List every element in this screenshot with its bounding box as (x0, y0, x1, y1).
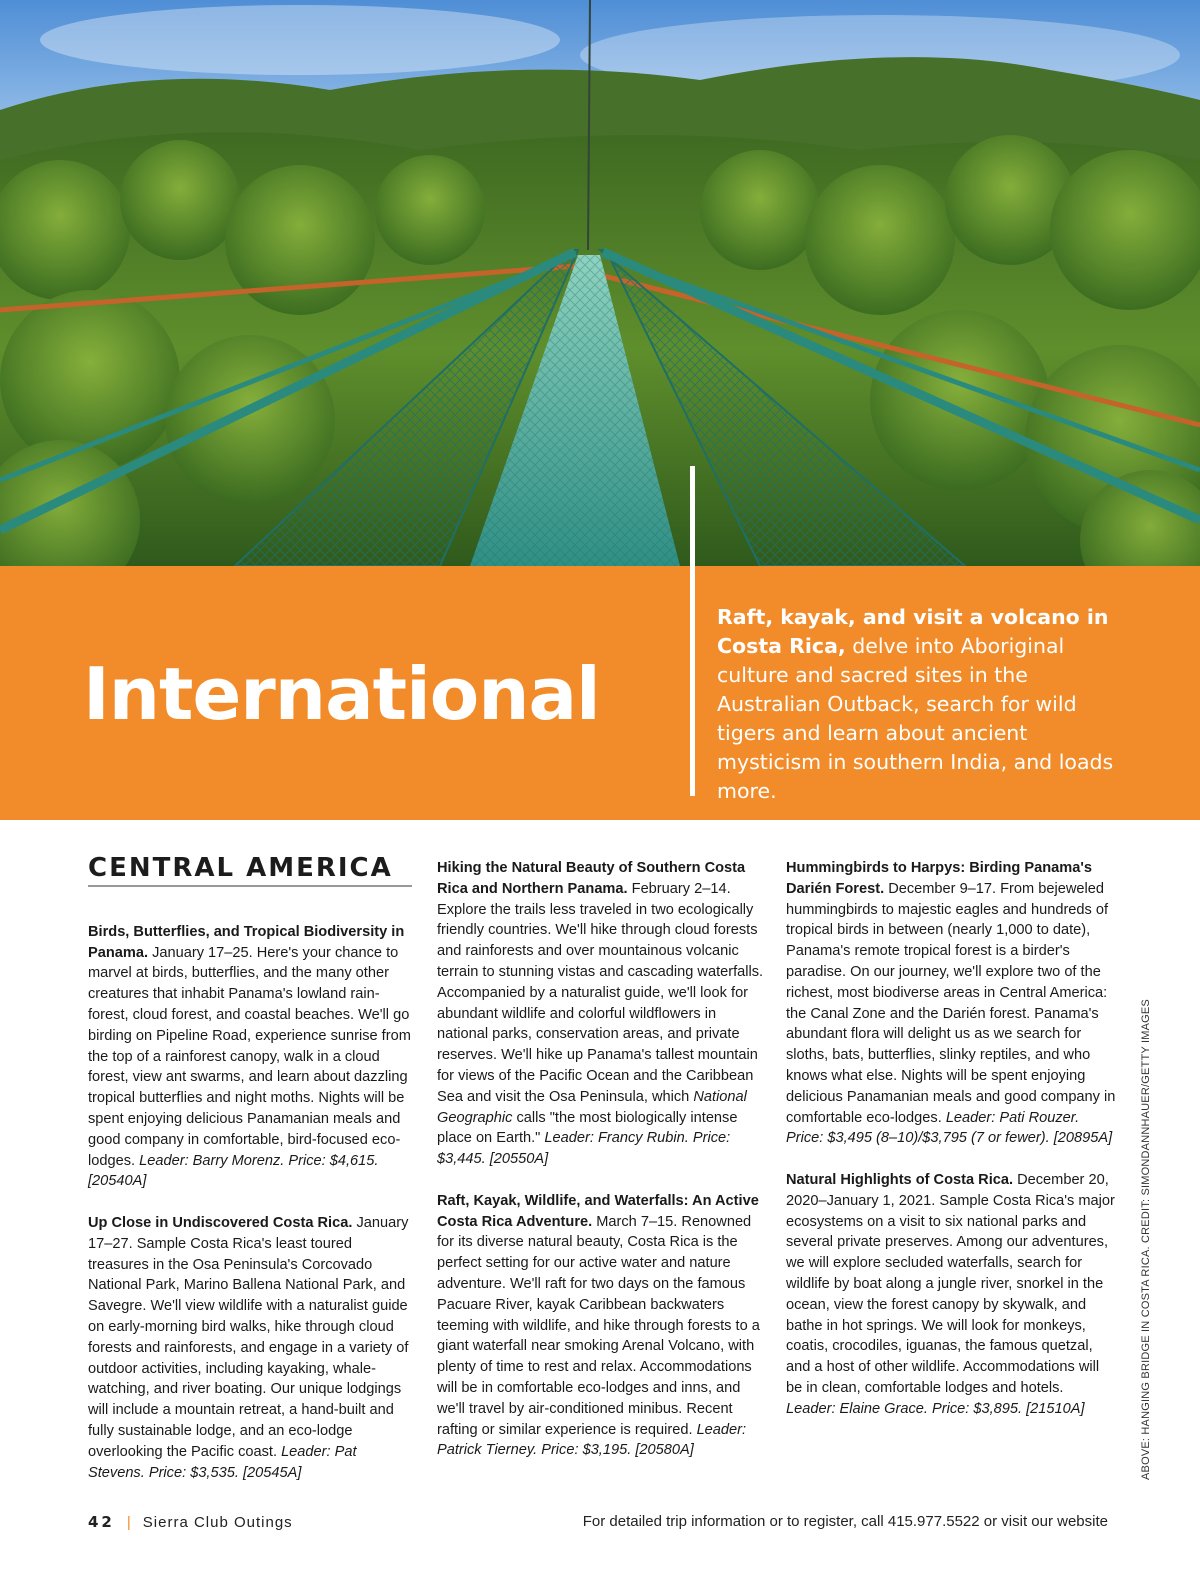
publication-name: National Geographic (437, 1088, 747, 1126)
banner-divider (690, 466, 695, 796)
trip-title: Hummingbirds to Harpys: Birding Panama's Darién Forest. (786, 860, 1092, 897)
trip-title: Up Close in Undiscovered Costa Rica. (88, 1214, 353, 1231)
trip-leader-price: Leader: Pat Stevens. Price: $3,535. [20545A] (88, 1443, 357, 1481)
trip-leader-price: Leader: Pati Rouzer. Price: $3,495 (8–10)/$3,795 (7 or fewer). [20895A] (786, 1109, 1113, 1147)
column-3 (786, 858, 1116, 1440)
banner-intro (717, 603, 1117, 806)
trip-description: February 2–14. Explore the trails less traveled in two ecologically friendly countries. We'll hike through cloud forests and rainforests and over mountainous volcanic terrain to stunning vistas and cascading waterfalls. Accompanied by a naturalist guide, we'll look for abundant wildlife and colorful wildflowers in national parks, conservation areas, and private reserves. We'll hike up Panama's tallest mountain for views of the Pacific Ocean and the Caribbean Sea and visit the Osa Peninsula, which (437, 880, 764, 1105)
banner-intro-lead: Raft, kayak, and visit a volcano in Costa Rica, (717, 605, 1109, 658)
trip-title: Birds, Butterflies, and Tropical Biodiversity in Panama. (88, 923, 405, 961)
trip-description: March 7–15. Renowned for its diverse natural beauty, Costa Rica is the perfect setting for our active water and nature adventure. We'll raft for two days on the famous Pacuare River, kayak Caribbean backwaters teeming with wildlife, and hike through forests to a giant waterfall near smoking Arenal Volcano, with plenty of time to rest and relax. Accommodations will be in comfortable eco-lodges and inns, and we'll travel by air-conditioned minibus. Recent rafting or similar experience is required. (437, 1213, 760, 1438)
section-title: International (83, 652, 600, 736)
trip-description: December 9–17. From bejeweled hummingbirds to majestic eagles and hundreds of tropical birds in between (nearly 1,000 to date), Panama's remote tropical forest is a birder's paradise. On our journey, we'll explore two of the richest, most biodiverse areas in Central America: the Canal Zone and the Darién forest. Panama's abundant flora will delight us as we search for sloths, bats, butterflies, slinky reptiles, and who knows what else. Nights will be spent enjoying delicious Panamanian meals and good company in comfortable eco-lodges. (786, 880, 1116, 1126)
trip-title: Natural Highlights of Costa Rica. (786, 1171, 1014, 1188)
hanging-bridge-illustration (0, 0, 1200, 566)
region-heading: CENTRAL AMERICA (88, 858, 412, 887)
trip-entry (437, 858, 765, 1170)
trip-leader-price: Leader: Patrick Tierney. Price: $3,195. [20580A] (437, 1421, 747, 1459)
page-number: 42 (88, 1513, 115, 1531)
trip-entry (88, 1213, 414, 1483)
publication-name: Sierra Club Outings (142, 1514, 293, 1531)
hero-photo (0, 0, 1200, 566)
banner-intro-text: delve into Aboriginal culture and sacred sites in the Australian Outback, search for wild tigers and learn about ancient mysticism in southern India, and loads more. (717, 634, 1114, 803)
section-banner (0, 566, 1200, 820)
trip-description-cont: calls "the most biologically intense place on Earth." (437, 1109, 738, 1147)
column-1 (88, 853, 414, 1504)
photo-credit: ABOVE: HANGING BRIDGE IN COSTA RICA. CREDIT: SIMONDANNHAUER/GETTY IMAGES (1140, 999, 1152, 1480)
trip-leader-price: Leader: Francy Rubin. Price: $3,445. [20550A] (437, 1130, 731, 1168)
column-2 (437, 858, 765, 1482)
trip-description: January 17–25. Here's your chance to marvel at birds, butterflies, and the many other creatures that inhabit Panama's lowland rain-forest, cloud forest, and coastal beaches. We'll go birding on Pipeline Road, experience sunrise from the top of a rainforest canopy, walk in a cloud forest, view ant swarms, and learn about dazzling tropical butterflies and night moths. Nights will be spent enjoying delicious Panamanian meals and good company in comfortable, bird-focused eco-lodges. (88, 944, 411, 1169)
trip-entry (88, 922, 414, 1192)
trip-title: Raft, Kayak, Wildlife, and Waterfalls: An Active Costa Rica Adventure. (437, 1192, 759, 1230)
trip-leader-price: Leader: Elaine Grace. Price: $3,895. [21510A] (786, 1400, 1085, 1417)
footer-contact: For detailed trip information or to register, call 415.977.5522 or visit our website (582, 1513, 1108, 1530)
trip-leader-price: Leader: Barry Morenz. Price: $4,615. [20540A] (88, 1152, 379, 1190)
trip-title: Hiking the Natural Beauty of Southern Costa Rica and Northern Panama. (437, 860, 746, 897)
footer-separator: | (126, 1514, 131, 1531)
trip-description: January 17–27. Sample Costa Rica's least toured treasures in the Osa Peninsula's Corcovado National Park, Marino Ballena National Park, and Savegre. We'll view wildlife with a naturalist guide on early-morning bird walks, hike through cloud forests and rainforests, and engage in a variety of outdoor activities, including kayaking, whale-watching, and river boating. Our unique lodgings will include a mountain retreat, a hand-built and fully sustainable lodge, and an eco-lodge overlooking the Pacific coast. (88, 1214, 409, 1460)
trip-entry (786, 1170, 1116, 1420)
trip-description: December 20, 2020–January 1, 2021. Sample Costa Rica's major ecosystems on a visit to six national parks and several private preserves. Among our adventures, we will explore secluded waterfalls, search for wildlife by boat along a jungle river, snorkel in the ocean, view the forest canopy by skywalk, and bathe in hot springs. We will look for monkeys, coatis, crocodiles, iguanas, the famous quetzal, and a host of other wildlife. Accommodations will be in clean, comfortable lodges and hotels. (786, 1171, 1115, 1396)
trip-entry (437, 1191, 765, 1461)
page-footer-left (88, 1513, 293, 1531)
trip-entry (786, 858, 1116, 1149)
